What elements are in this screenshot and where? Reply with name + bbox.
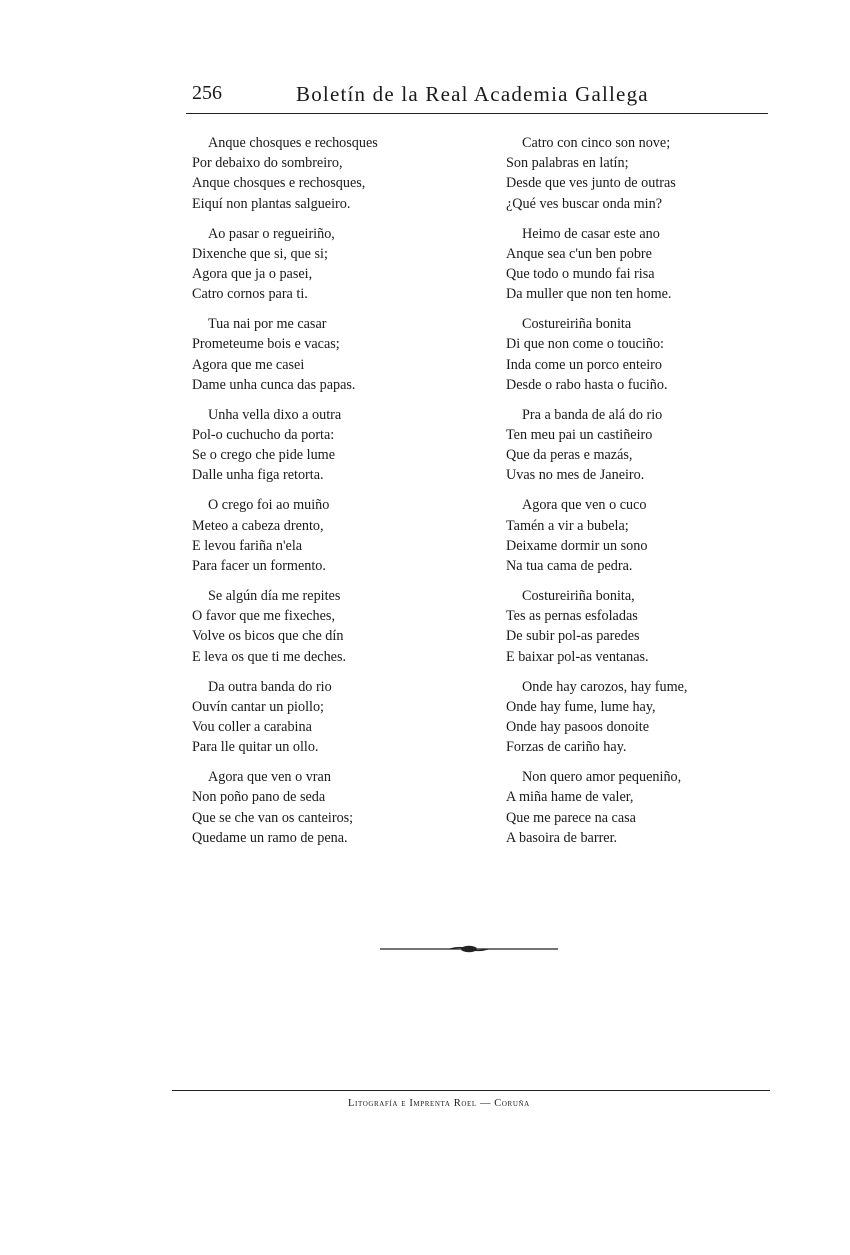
verse-line: E levou fariña n'ela xyxy=(192,537,303,554)
verse-line: Tamén a vir a bubela; xyxy=(506,517,629,534)
verse-line: Son palabras en latín; xyxy=(506,155,629,172)
verse-line: Para facer un formento. xyxy=(192,558,326,575)
verse-line: Anque chosques e rechosques xyxy=(208,135,378,151)
verse-line: Catro cornos para ti. xyxy=(192,286,308,303)
verse-line: Agora que ja o pasei, xyxy=(192,266,313,283)
verse-line: Heimo de casar este ano xyxy=(522,225,660,242)
verse-line: Pra a banda de alá do rio xyxy=(522,406,663,423)
left-stanza xyxy=(192,133,452,214)
left-stanza xyxy=(192,586,452,667)
verse-line: Forzas de cariño hay. xyxy=(506,739,627,756)
verse-line: Uvas no mes de Janeiro. xyxy=(506,467,645,484)
verse-line: Da outra banda do rio xyxy=(208,678,332,695)
journal-title: Boletín de la Real Academia Gallega xyxy=(296,82,649,106)
header-rule xyxy=(186,113,768,114)
left-stanza xyxy=(192,495,452,576)
left-stanza xyxy=(192,677,452,758)
verse-line: Costureiriña bonita, xyxy=(522,588,635,605)
verse-line: Prometeume bois e vacas; xyxy=(192,336,340,353)
verse-line: Eiquí non plantas salgueiro. xyxy=(192,195,351,212)
right-stanza xyxy=(506,133,756,214)
verse-line: De subir pol-as paredes xyxy=(506,628,640,645)
verse-line: Tua nai por me casar xyxy=(208,316,327,333)
verse-line: Desde o rabo hasta o fuciño. xyxy=(506,376,668,393)
verse-line: Ouvín cantar un piollo; xyxy=(192,698,324,715)
verse-line: Dixenche que si, que si; xyxy=(192,245,328,262)
verse-line: Volve os bicos que che dín xyxy=(192,628,344,645)
verse-line: O crego foi ao muiño xyxy=(208,497,330,514)
left-stanza xyxy=(192,767,452,848)
verse-line: Unha vella dixo a outra xyxy=(208,406,342,423)
verse-line: Non poño pano de seda xyxy=(192,789,326,806)
right-stanza xyxy=(506,586,756,667)
verse-line: Pol-o cuchucho da porta: xyxy=(192,427,335,444)
verse-line: Ten meu pai un castiñeiro xyxy=(506,427,653,444)
verse-line: Quedame un ramo de pena. xyxy=(192,829,348,846)
verse-line: E baixar pol-as ventanas. xyxy=(506,648,649,665)
right-stanza xyxy=(506,677,756,758)
ornament-divider xyxy=(380,941,558,957)
verse-line: Que da peras e mazás, xyxy=(506,447,633,464)
verse-line: Di que non come o touciño: xyxy=(506,336,665,353)
verse-line: Anque sea c'un ben pobre xyxy=(506,245,652,262)
verse-line: Dame unha cunca das papas. xyxy=(192,376,356,393)
left-stanza xyxy=(192,405,452,486)
verse-line: Costureiriña bonita xyxy=(522,316,632,333)
verse-line: Catro con cinco son nove; xyxy=(522,135,671,151)
verse-line: Por debaixo do sombreiro, xyxy=(192,155,343,172)
verse-line: Que me parece na casa xyxy=(506,809,636,826)
verse-line: Onde hay fume, lume hay, xyxy=(506,698,656,715)
verse-line: Onde hay carozos, hay fume, xyxy=(522,678,688,695)
verse-line: Agora que me casei xyxy=(192,356,305,373)
verse-line: Dalle unha figa retorta. xyxy=(192,467,324,484)
left-stanza xyxy=(192,314,452,395)
verse-line: Inda come un porco enteiro xyxy=(506,356,663,373)
right-stanza xyxy=(506,495,756,576)
verse-line: Vou coller a carabina xyxy=(192,719,312,736)
verse-line: A miña hame de valer, xyxy=(506,789,634,806)
right-stanza xyxy=(506,405,756,486)
verse-line: E leva os que ti me deches. xyxy=(192,648,347,665)
verse-line: Tes as pernas esfoladas xyxy=(506,608,638,625)
page-header xyxy=(192,82,768,114)
verse-line: Meteo a cabeza drento, xyxy=(192,517,324,534)
verse-line: Se o crego che pide lume xyxy=(192,447,336,464)
verse-line: Desde que ves junto de outras xyxy=(506,175,676,192)
verse-line: Agora que ven o vran xyxy=(208,769,331,786)
verse-line: Na tua cama de pedra. xyxy=(506,558,633,575)
verse-line: Que se che van os canteiros; xyxy=(192,809,354,826)
verse-line: O favor que me fixeches, xyxy=(192,608,335,625)
verse-line: Que todo o mundo fai risa xyxy=(506,266,655,283)
verse-line: Agora que ven o cuco xyxy=(522,497,647,514)
printer-imprint: Litografía e Imprenta Roel — Coruña xyxy=(348,1098,530,1109)
right-stanza xyxy=(506,314,756,395)
verse-line: Anque chosques e rechosques, xyxy=(192,175,366,192)
verse-line: Onde hay pasoos donoite xyxy=(506,719,650,736)
verse-line: A basoira de barrer. xyxy=(506,829,618,846)
verse-line: Se algún día me repites xyxy=(208,588,341,605)
footer-rule xyxy=(172,1090,770,1091)
page-number: 256 xyxy=(192,82,222,104)
left-column xyxy=(192,133,452,858)
left-stanza xyxy=(192,224,452,305)
verse-line: Da muller que non ten home. xyxy=(506,286,672,303)
verse-line: ¿Qué ves buscar onda min? xyxy=(506,195,663,212)
right-column xyxy=(506,133,756,858)
verse-line: Deixame dormir un sono xyxy=(506,537,648,554)
verse-line: Non quero amor pequeniño, xyxy=(522,769,682,786)
right-stanza xyxy=(506,224,756,305)
right-stanza xyxy=(506,767,756,848)
verse-line: Para lle quitar un ollo. xyxy=(192,739,319,756)
verse-line: Ao pasar o regueiriño, xyxy=(208,225,335,242)
